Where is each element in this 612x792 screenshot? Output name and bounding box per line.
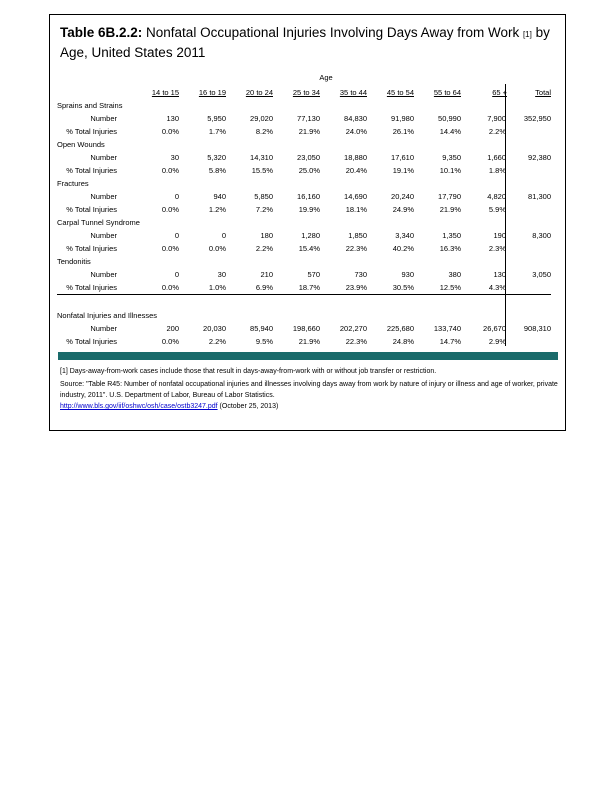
- table-cell: 21.9%: [298, 337, 320, 346]
- row-label: Number: [90, 192, 117, 201]
- table-cell: 30: [217, 270, 226, 279]
- row-label: % Total Injuries: [66, 337, 117, 346]
- table-cell: 2.3%: [488, 244, 506, 253]
- row-label: Number: [90, 270, 117, 279]
- table-cell: 0.0%: [161, 283, 179, 292]
- table-cell: 40.2%: [392, 244, 414, 253]
- table-cell: 15.5%: [251, 166, 273, 175]
- table-cell: 10.1%: [439, 166, 461, 175]
- category-label: Tendonitis: [57, 257, 91, 266]
- table-cell: 0: [174, 270, 179, 279]
- table-cell: 1.8%: [488, 166, 506, 175]
- notes-block: [60, 366, 560, 412]
- column-header: 45 to 54: [386, 88, 414, 97]
- column-header: 20 to 24: [245, 88, 273, 97]
- table-cell: 190: [493, 231, 506, 240]
- table-row: [57, 322, 551, 335]
- table-row: [57, 203, 551, 216]
- table-cell: 85,940: [250, 324, 273, 333]
- table-row: [57, 164, 551, 177]
- table-cell: 19.1%: [392, 166, 414, 175]
- spacer-row: [57, 295, 551, 310]
- column-header: 14 to 15: [151, 88, 179, 97]
- table-cell: 14,310: [250, 153, 273, 162]
- table-cell: 23.9%: [345, 283, 367, 292]
- table-cell: 26,670: [483, 324, 506, 333]
- table-cell: 30: [170, 153, 179, 162]
- table-cell: 1,280: [301, 231, 320, 240]
- table-cell: [507, 203, 551, 216]
- column-header: Total: [535, 88, 551, 97]
- table-cell: 2.9%: [488, 337, 506, 346]
- table-cell: 21.9%: [439, 205, 461, 214]
- table-cell: 14.4%: [439, 127, 461, 136]
- table-cell: 0.0%: [161, 166, 179, 175]
- row-label: Number: [90, 231, 117, 240]
- table-cell: 24.8%: [392, 337, 414, 346]
- category-label: Open Wounds: [57, 140, 105, 149]
- column-header: 16 to 19: [198, 88, 226, 97]
- table-cell: 21.9%: [298, 127, 320, 136]
- table-row: [57, 268, 551, 281]
- table-row: [57, 190, 551, 203]
- row-label: % Total Injuries: [66, 127, 117, 136]
- table-cell: 18.1%: [345, 205, 367, 214]
- table-cell: 1.2%: [208, 205, 226, 214]
- table-cell: 5.9%: [488, 205, 506, 214]
- table-cell: 930: [401, 270, 414, 279]
- table-cell: 22.3%: [345, 337, 367, 346]
- table-row: [57, 125, 551, 138]
- column-header: 65 +: [492, 88, 507, 97]
- table-cell: 18,880: [344, 153, 367, 162]
- row-label: % Total Injuries: [66, 166, 117, 175]
- category-row: [57, 255, 551, 268]
- row-label-header: [57, 86, 123, 99]
- accent-bar: [58, 352, 558, 360]
- category-label: Nonfatal Injuries and Illnesses: [57, 311, 158, 320]
- table-cell: 5,320: [207, 153, 226, 162]
- table-cell: 133,740: [433, 324, 461, 333]
- table-cell: 210: [260, 270, 273, 279]
- table-cell: 2.2%: [255, 244, 273, 253]
- row-label: % Total Injuries: [66, 283, 117, 292]
- column-header-row: [57, 86, 551, 99]
- column-header: 35 to 44: [339, 88, 367, 97]
- table-cell: 7,900: [487, 114, 506, 123]
- table-number: Table 6B.2.2:: [60, 25, 143, 40]
- table-cell: 24.0%: [345, 127, 367, 136]
- table-cell: 225,680: [386, 324, 414, 333]
- table-title: [60, 24, 560, 62]
- source-date: (October 25, 2013): [217, 403, 279, 410]
- table-cell: 4,820: [487, 192, 506, 201]
- table-cell: 17,610: [391, 153, 414, 162]
- table-cell: 50,990: [438, 114, 461, 123]
- row-label: Number: [90, 114, 117, 123]
- table-cell: 4.3%: [488, 283, 506, 292]
- table-cell: [507, 335, 551, 348]
- table-cell: 25.0%: [298, 166, 320, 175]
- table-cell: 9,350: [442, 153, 461, 162]
- table-cell: [507, 281, 551, 295]
- table-cell: 3,340: [395, 231, 414, 240]
- category-row: [57, 216, 551, 229]
- table-cell: 16.3%: [439, 244, 461, 253]
- table-cell: 0.0%: [208, 244, 226, 253]
- table-cell: 92,380: [528, 153, 551, 162]
- title-text: Nonfatal Occupational Injuries Involving Days Away from Work: [142, 25, 523, 40]
- table-cell: 0.0%: [161, 127, 179, 136]
- table-cell: 15.4%: [298, 244, 320, 253]
- table-cell: 23,050: [297, 153, 320, 162]
- table-cell: 8,300: [532, 231, 551, 240]
- table-row: [57, 242, 551, 255]
- table-cell: 0: [174, 192, 179, 201]
- table-cell: 200: [166, 324, 179, 333]
- table-cell: 202,270: [339, 324, 367, 333]
- category-label: Sprains and Strains: [57, 101, 123, 110]
- table-row: [57, 281, 551, 295]
- table-cell: 84,830: [344, 114, 367, 123]
- table-row: [57, 229, 551, 242]
- table-cell: 0.0%: [161, 205, 179, 214]
- table-cell: 20.4%: [345, 166, 367, 175]
- table-cell: 180: [260, 231, 273, 240]
- category-row: [57, 309, 551, 322]
- table-cell: 14.7%: [439, 337, 461, 346]
- table-cell: 1,350: [442, 231, 461, 240]
- table-cell: 2.2%: [488, 127, 506, 136]
- table-cell: 7.2%: [255, 205, 273, 214]
- table-cell: [507, 125, 551, 138]
- category-row: [57, 138, 551, 151]
- table-cell: 908,310: [523, 324, 551, 333]
- table-cell: 24.9%: [392, 205, 414, 214]
- table-cell: 81,300: [528, 192, 551, 201]
- table-cell: 5,950: [207, 114, 226, 123]
- source-note: Source: "Table R45: Number of nonfatal occupational injuries and illnesses involving days away from work by nature of injury or illness and age of worker, private industry, 2011". U.S. Department of Labor, Bureau of Labor Statistics.: [60, 381, 558, 399]
- row-label: % Total Injuries: [66, 205, 117, 214]
- table-cell: 0: [174, 231, 179, 240]
- table-cell: 19.9%: [298, 205, 320, 214]
- table-cell: 29,020: [250, 114, 273, 123]
- category-label: Fractures: [57, 179, 89, 188]
- table-cell: 20,240: [391, 192, 414, 201]
- table-cell: 0.0%: [161, 244, 179, 253]
- table-cell: 14,690: [344, 192, 367, 201]
- table-cell: 1.7%: [208, 127, 226, 136]
- table-cell: 22.3%: [345, 244, 367, 253]
- title-footnote-ref: [1]: [522, 30, 532, 39]
- table-cell: 5,850: [254, 192, 273, 201]
- row-label: Number: [90, 153, 117, 162]
- row-label: Number: [90, 324, 117, 333]
- table-cell: 26.1%: [392, 127, 414, 136]
- table-row: [57, 335, 551, 348]
- table-cell: 2.2%: [208, 337, 226, 346]
- table-cell: 8.2%: [255, 127, 273, 136]
- table-cell: 91,980: [391, 114, 414, 123]
- table-cell: 1.0%: [208, 283, 226, 292]
- table-cell: 12.5%: [439, 283, 461, 292]
- table-cell: 20,030: [203, 324, 226, 333]
- source-link-line: [60, 401, 560, 412]
- table-cell: 77,130: [297, 114, 320, 123]
- table-cell: 0: [221, 231, 226, 240]
- table-cell: 1,850: [348, 231, 367, 240]
- table-cell: 1,660: [487, 153, 506, 162]
- age-header: Age: [319, 73, 333, 82]
- table-cell: 3,050: [532, 270, 551, 279]
- column-header: 25 to 34: [292, 88, 320, 97]
- injury-table: [57, 86, 551, 348]
- table-cell: [507, 164, 551, 177]
- category-row: [57, 177, 551, 190]
- footnote: [1] Days-away-from-work cases include those that result in days-away-from-work with or without job transfer or restriction.: [60, 368, 437, 375]
- table-cell: 130: [493, 270, 506, 279]
- table-cell: 0.0%: [161, 337, 179, 346]
- table-cell: 380: [448, 270, 461, 279]
- category-row: [57, 99, 551, 112]
- column-header: 55 to 64: [433, 88, 461, 97]
- table-cell: [507, 242, 551, 255]
- table-cell: 18.7%: [298, 283, 320, 292]
- table-cell: 6.9%: [255, 283, 273, 292]
- table-cell: 5.8%: [208, 166, 226, 175]
- category-label: Carpal Tunnel Syndrome: [57, 218, 140, 227]
- table-cell: 198,660: [292, 324, 320, 333]
- table-divider: [57, 295, 551, 310]
- table-cell: 352,950: [523, 114, 551, 123]
- table-cell: 730: [354, 270, 367, 279]
- row-label: % Total Injuries: [66, 244, 117, 253]
- table-cell: 9.5%: [255, 337, 273, 346]
- table-cell: 30.5%: [392, 283, 414, 292]
- source-link[interactable]: http://www.bls.gov/iif/oshwc/osh/case/ostb3247.pdf: [60, 403, 218, 410]
- table-cell: 17,790: [438, 192, 461, 201]
- table-row: [57, 112, 551, 125]
- title-text-end: by Age, United States 2011: [60, 25, 550, 60]
- table-cell: 16,160: [297, 192, 320, 201]
- table-row: [57, 151, 551, 164]
- table-cell: 130: [166, 114, 179, 123]
- table-cell: 570: [307, 270, 320, 279]
- table-cell: 940: [213, 192, 226, 201]
